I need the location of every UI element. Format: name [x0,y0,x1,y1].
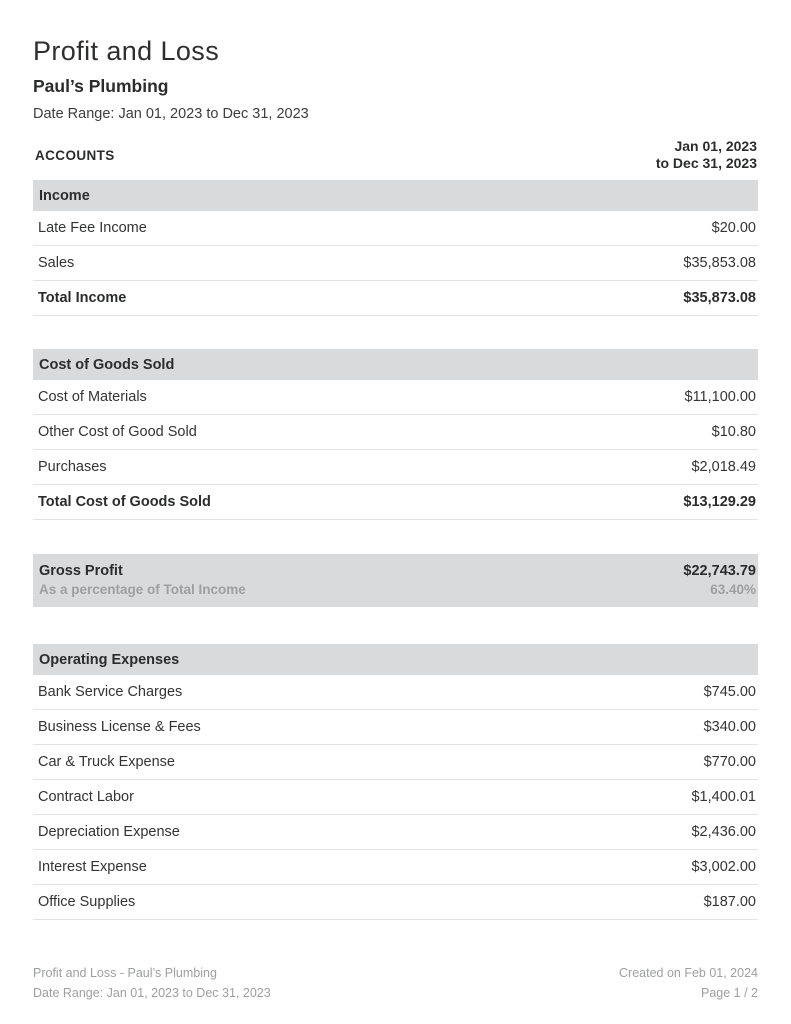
account-row [33,380,758,415]
report-footer [33,964,758,1003]
total-label: Total Income [38,290,127,306]
company-name: Paul’s Plumbing [33,76,169,96]
account-value: $187.00 [703,894,756,910]
section-cost-of-goods-sold [33,349,758,520]
account-row [33,850,758,885]
gross-profit-value: $22,743.79 [683,563,756,579]
gross-profit-labels [39,562,246,599]
total-value: $13,129.29 [683,494,756,510]
account-value: $745.00 [703,684,756,700]
section-income [33,180,758,316]
account-value: $10.80 [711,424,756,440]
account-row [33,450,758,485]
gross-profit-label: Gross Profit [39,563,123,579]
account-value: $11,100.00 [684,389,756,405]
account-name: Business License & Fees [38,719,201,735]
account-row [33,246,758,281]
footer-right [619,964,758,1003]
account-value: $1,400.01 [691,789,756,805]
account-name: Office Supplies [38,894,136,910]
section-operating-expenses [33,644,758,920]
account-name: Other Cost of Good Sold [38,424,197,440]
account-name: Car & Truck Expense [38,754,175,770]
period-column-header [656,138,758,172]
account-name: Depreciation Expense [38,824,180,840]
total-value: $35,873.08 [683,290,756,306]
account-row [33,675,758,710]
total-label: Total Cost of Goods Sold [38,494,211,510]
gross-profit-summary [33,554,758,607]
section-header-cogs: Cost of Goods Sold [33,349,758,380]
account-value: $20.00 [711,220,756,236]
section-header-operating-expenses: Operating Expenses [33,644,758,675]
period-line-2: to Dec 31, 2023 [655,155,757,171]
total-row-income [33,281,758,316]
footer-report-name: Profit and Loss - Paul’s Plumbing [33,966,217,980]
period-line-1: Jan 01, 2023 [674,138,757,154]
account-value: $770.00 [703,754,756,770]
account-row [33,211,758,246]
account-row [33,415,758,450]
account-value: $2,018.49 [691,459,756,475]
account-value: $340.00 [703,719,756,735]
account-row [33,885,758,920]
account-name: Late Fee Income [38,220,147,236]
gross-profit-percentage-label: As a percentage of Total Income [39,582,246,597]
total-row-cogs [33,485,758,520]
report-title: Profit and Loss [33,36,220,66]
gross-profit-values [683,562,756,599]
table-column-header-row [33,138,758,180]
footer-page-number: Page 1 / 2 [701,985,758,1000]
account-value: $2,436.00 [691,824,756,840]
account-name: Sales [38,255,75,271]
account-name: Bank Service Charges [38,684,183,700]
account-name: Interest Expense [38,859,147,875]
account-name: Purchases [38,459,107,475]
account-row [33,780,758,815]
report-date-range: Date Range: Jan 01, 2023 to Dec 31, 2023 [33,106,309,122]
footer-created-date: Created on Feb 01, 2024 [619,966,758,980]
section-header-income: Income [33,180,758,211]
footer-left [33,964,271,1003]
account-row [33,815,758,850]
account-name: Contract Labor [38,789,134,805]
accounts-column-header: ACCOUNTS [35,147,115,163]
account-row [33,710,758,745]
footer-date-range: Date Range: Jan 01, 2023 to Dec 31, 2023 [33,985,271,1000]
account-row [33,745,758,780]
gross-profit-percentage-value: 63.40% [710,582,756,597]
account-value: $35,853.08 [683,255,756,271]
account-value: $3,002.00 [691,859,756,875]
account-name: Cost of Materials [38,389,147,405]
